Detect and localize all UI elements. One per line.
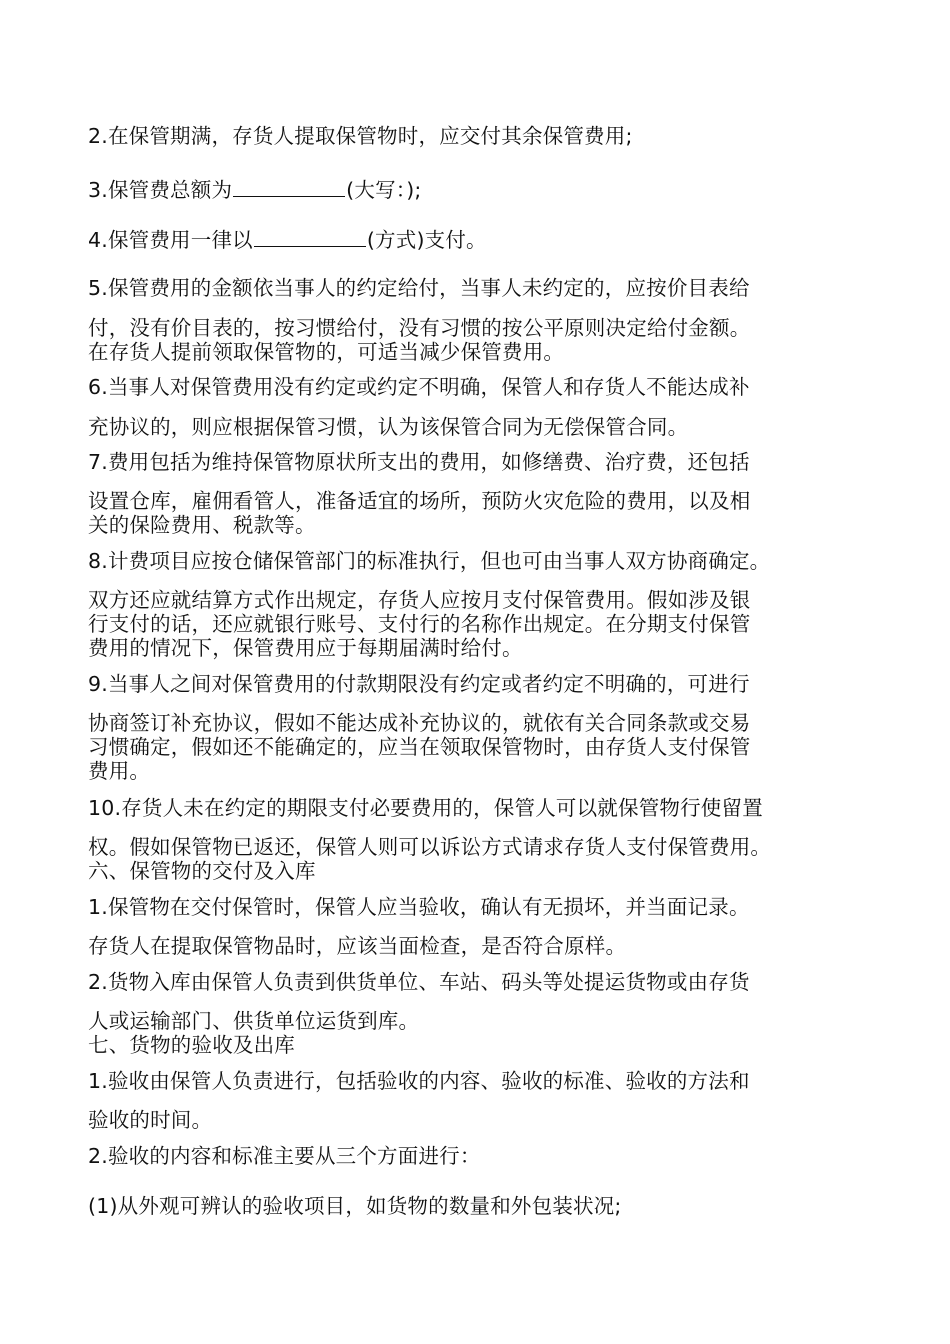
clause-line: 6.当事人对保管费用没有约定或约定不明确，保管人和存货人不能达成补 [88,375,750,399]
clause-line: 8.计费项目应按仓储保管部门的标准执行，但也可由当事人双方协商确定。 [88,549,771,573]
clause-text: (方式)支付。 [366,228,487,252]
clause-line: 付，没有价目表的，按习惯给付，没有习惯的按公平原则决定给付金额。 [88,316,751,340]
clause-line: 习惯确定，假如还不能确定的，应当在领取保管物时，由存货人支付保管 [88,735,751,759]
clause-line: 费用。 [88,759,151,783]
clause-line [88,226,878,253]
clause-line: 2.在保管期满，存货人提取保管物时，应交付其余保管费用; [88,124,633,148]
clause-line: 充协议的，则应根据保管习惯，认为该保管合同为无偿保管合同。 [88,415,689,439]
clause-text: 3.保管费总额为 [88,178,233,202]
clause-line: 验收的时间。 [88,1108,213,1132]
clause-line: 协商签订补充协议，假如不能达成补充协议的，就依有关合同条款或交易 [88,711,751,735]
clause-line: 设置仓库，雇佣看管人，准备适宜的场所，预防火灾危险的费用，以及相 [88,489,751,513]
clause-line: 人或运输部门、供货单位运货到库。 [88,1009,420,1033]
clause-line: 5.保管费用的金额依当事人的约定给付，当事人未约定的，应按价目表给 [88,276,750,300]
fill-blank [233,176,345,197]
clause-line: 2.货物入库由保管人负责到供货单位、车站、码头等处提运货物或由存货 [88,970,750,994]
clause-line: 费用的情况下，保管费用应于每期届满时给付。 [88,636,523,660]
clause-line: 关的保险费用、税款等。 [88,513,316,537]
clause-line: 双方还应就结算方式作出规定，存货人应按月支付保管费用。假如涉及银 [88,588,751,612]
clause-line: 在存货人提前领取保管物的，可适当减少保管费用。 [88,340,565,364]
clause-line: 9.当事人之间对保管费用的付款期限没有约定或者约定不明确的，可进行 [88,672,750,696]
clause-line: (1)从外观可辨认的验收项目，如货物的数量和外包装状况; [88,1194,622,1218]
clause-line: 10.存货人未在约定的期限支付必要费用的，保管人可以就保管物行使留置 [88,796,763,820]
clause-line: 1.保管物在交付保管时，保管人应当验收，确认有无损坏，并当面记录。 [88,895,750,919]
clause-line: 存货人在提取保管物品时，应该当面检查，是否符合原样。 [88,934,627,958]
clause-line: 行支付的话，还应就银行账号、支付行的名称作出规定。在分期支付保管 [88,612,751,636]
section-heading: 六、保管物的交付及入库 [88,859,316,883]
clause-text: 4.保管费用一律以 [88,228,253,252]
clause-text: (大写：); [346,178,422,202]
section-heading: 七、货物的验收及出库 [88,1033,295,1057]
clause-line [88,176,878,203]
clause-line: 2.验收的内容和标准主要从三个方面进行： [88,1144,481,1168]
clause-line: 7.费用包括为维持保管物原状所支出的费用，如修缮费、治疗费，还包括 [88,450,750,474]
clause-line: 1.验收由保管人负责进行，包括验收的内容、验收的标准、验收的方法和 [88,1069,750,1093]
clause-line: 权。假如保管物已返还，保管人则可以诉讼方式请求存货人支付保管费用。 [88,835,772,859]
fill-blank [254,226,366,247]
